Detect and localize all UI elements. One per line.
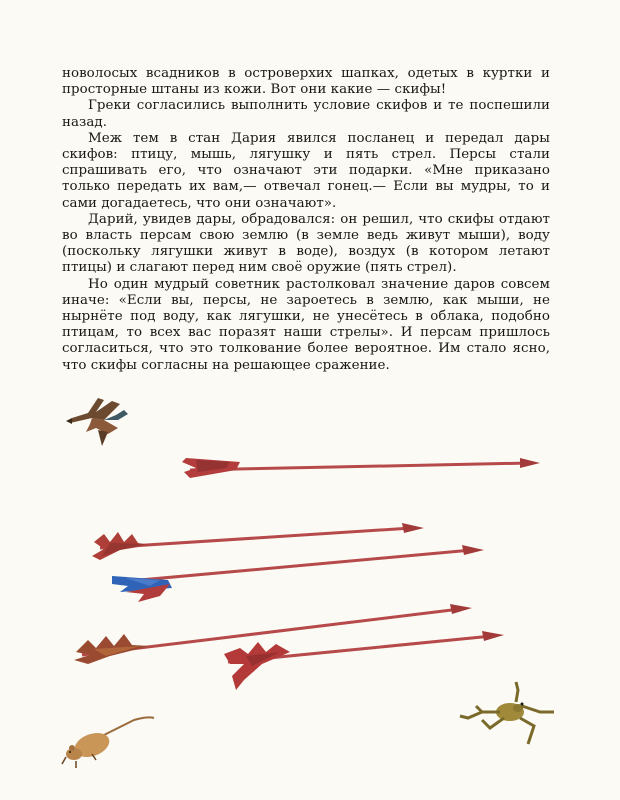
- paragraph-darius-interpretation: Дарий, увидев дары, обрадовался: он решил, что скифы отдают во власть персам свою землю (в земле ведь живут мыши), воду (поскольку лягушки живут в воде), воздух (в котором летают птицы) и слагают перед ним своё оружие (пять стрел).: [62, 211, 550, 276]
- paragraph-greeks-agree: Греки согласились выполнить условие скифов и те поспешили назад.: [62, 98, 550, 130]
- bird-icon: [66, 398, 128, 446]
- arrow-icon: [224, 631, 504, 690]
- paragraph-continuation: новолосых всадников в островерхих шапках, одетых в куртки и просторные штаны из кожи. Вот они какие — скифы!: [62, 66, 550, 98]
- arrow-icon: [92, 523, 424, 560]
- gifts-illustration: [0, 385, 620, 800]
- arrow-icon: [112, 545, 484, 602]
- story-text: [62, 66, 550, 374]
- paragraph-advisor-interpretation: Но один мудрый советник растолковал значение даров совсем иначе: «Если вы, персы, не зароетесь в землю, как мыши, не нырнёте под воду, как лягушки, не унесётесь в облака, подобно птицам, то всех вас поразят наши стрелы». И персам пришлось согласиться, что это толкование более вероятное. Им стало ясно, что скифы согласны на решающее сражение.: [62, 276, 550, 373]
- frog-icon: [460, 682, 554, 744]
- arrow-icon: [182, 458, 540, 478]
- mouse-icon: [62, 717, 154, 768]
- paragraph-messenger-gifts: Меж тем в стан Дария явился посланец и передал дары скифов: птицу, мышь, лягушку и пять стрел. Персы стали спрашивать его, что означают эти подарки. «Мне приказано только передать их вам,— отвечал гонец.— Если вы мудры, то и сами догадаетесь, что они означают».: [62, 130, 550, 211]
